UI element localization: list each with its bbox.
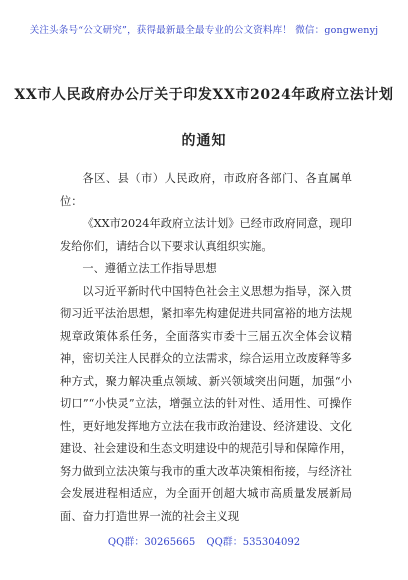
- footer-contacts: [0, 533, 408, 548]
- intro-paragraph: 《XX市2024年政府立法计划》已经市政府同意，现印发给你们，请结合以下要求认真组织实施。: [60, 217, 352, 253]
- qq-group-1: QQ群：30265665: [107, 537, 196, 548]
- document-title: XX市人民政府办公厅关于印发XX市2024年政府立法计划: [14, 87, 394, 103]
- document-body: [60, 168, 352, 528]
- section-body: 以习近平新时代中国特色社会主义思想为指导，深入贯彻习近平法治思想，紧扣率先构建促进共同富裕的地方法规规章政策体系任务，全面落实市委十三届五次全体会议精神，密切关注人民群众的立法需求，综合运用立改废释等多种方式，聚力解决重点领域、新兴领域突出问题，加强“小切口”“小快灵”立法，增强立法的针对性、适用性、可操作性，更好地发挥地方立法在我市政治建设、经济建设、文化建设、社会建设和生态文明建设中的规范引导和保障作用，努力做到立法决策与我市的重大改革决策相衔接，与经济社会发展进程相适应，为全面开创超大城市高质量发展新局面、奋力打造世界一流的社会主义现: [60, 284, 352, 523]
- section-heading: 一、遵循立法工作指导思想: [82, 262, 217, 275]
- document-title-continued: 的通知: [181, 133, 227, 149]
- salutation: 各区、县（市）人民政府，市政府各部门、各直属单位：: [60, 172, 352, 208]
- qq-group-2: QQ群：535304092: [206, 537, 301, 548]
- promo-banner: 关注头条号“公文研究”，获得最新最全最专业的公文资料库！ 微信：gongwenyj: [29, 25, 379, 36]
